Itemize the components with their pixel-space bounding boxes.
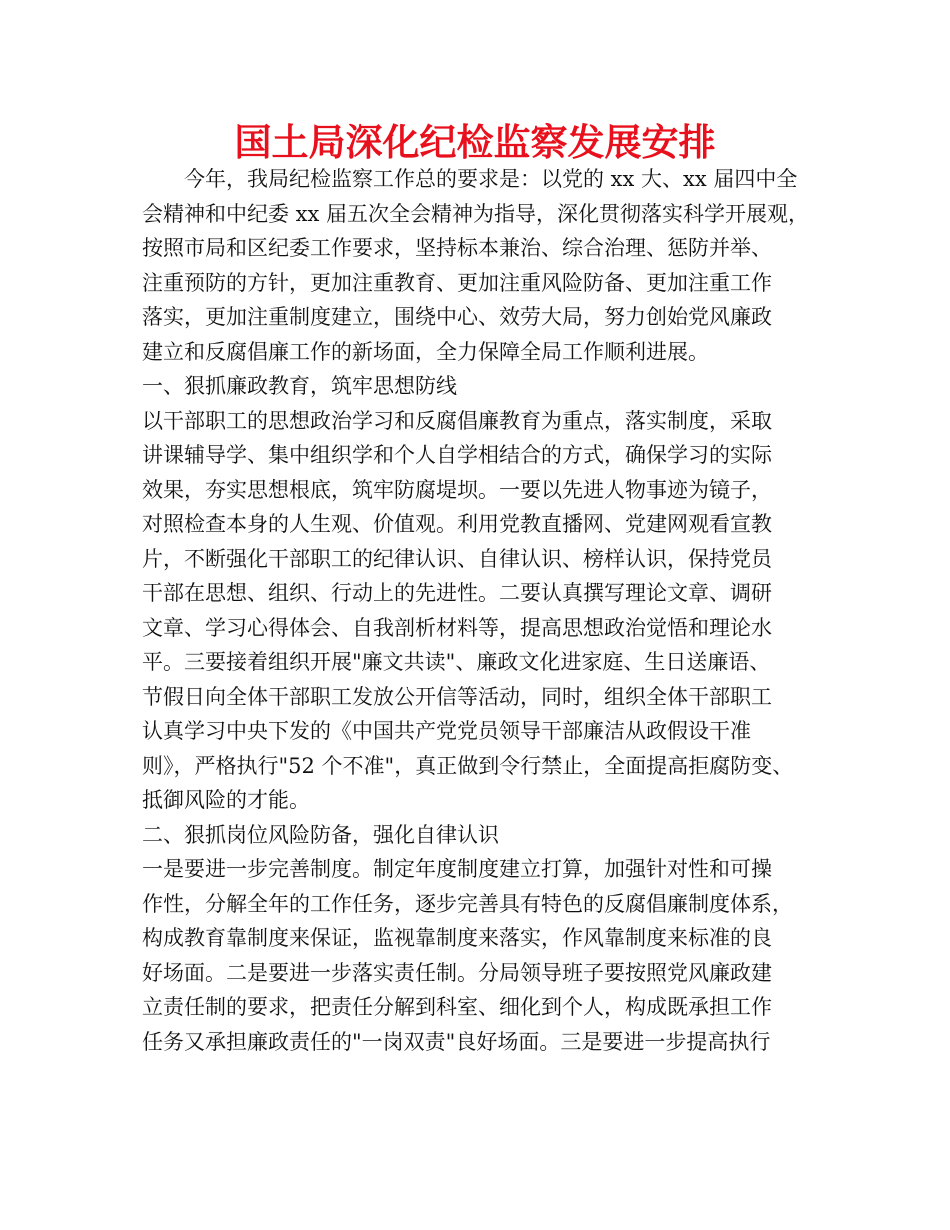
paragraph-line: 今年，我局纪检监察工作总的要求是：以党的 xx 大、xx 届四中全 (184, 167, 798, 191)
paragraph-line: 节假日向全体干部职工发放公开信等活动，同时，组织全体干部职工 (142, 684, 772, 709)
paragraph-line: 会精神和中纪委 xx 届五次全会精神为指导，深化贯彻落实科学开展观， (142, 201, 810, 226)
paragraph-line: 注重预防的方针，更加注重教育、更加注重风险防备、更加注重工作 (142, 270, 772, 295)
section-heading: 二、狠抓岗位风险防备，强化自律认识 (142, 822, 499, 847)
paragraph-line: 立责任制的要求，把责任分解到科室、细化到个人，构成既承担工作 (142, 995, 772, 1019)
paragraph-line: 效果，夯实思想根底，筑牢防腐堤坝。一要以先进人物事迹为镜子， (142, 477, 772, 502)
paragraph-line: 作性，分解全年的工作任务，逐步完善具有特色的反腐倡廉制度体系， (142, 891, 793, 916)
paragraph-line: 任务又承担廉政责任的"一岗双责"良好场面。三是要进一步提高执行 (142, 1029, 771, 1054)
paragraph-line: 构成教育靠制度来保证，监视靠制度来落实，作风靠制度来标准的良 (142, 926, 772, 950)
paragraph-line: 片，不断强化干部职工的纪律认识、自律认识、榜样认识，保持党员 (142, 546, 772, 571)
paragraph-line: 干部在思想、组织、行动上的先进性。二要认真撰写理论文章、调研 (142, 581, 772, 605)
paragraph-line: 对照检查本身的人生观、价值观。利用党教直播网、党建网观看宣教 (142, 512, 772, 536)
paragraph-line: 以干部职工的思想政治学习和反腐倡廉教育为重点，落实制度，采取 (142, 408, 772, 433)
paragraph-line: 好场面。二是要进一步落实责任制。分局领导班子要按照党风廉政建 (142, 960, 772, 985)
document-body (142, 162, 832, 1059)
paragraph-line: 讲课辅导学、集中组织学和个人自学相结合的方式，确保学习的实际 (142, 443, 772, 467)
paragraph-line: 文章、学习心得体会、自我剖析材料等，提高思想政治觉悟和理论水 (142, 615, 772, 640)
paragraph-line: 建立和反腐倡廉工作的新场面，全力保障全局工作顺利进展。 (142, 339, 709, 364)
paragraph-line: 平。三要接着组织开展"廉文共读"、廉政文化进家庭、生日送廉语、 (142, 650, 771, 674)
paragraph-line: 按照市局和区纪委工作要求，坚持标本兼治、综合治理、惩防并举、 (142, 236, 772, 260)
paragraph-line: 落实，更加注重制度建立，围绕中心、效劳大局，努力创始党风廉政 (142, 305, 772, 329)
paragraph-line: 则》，严格执行"52 个不准"，真正做到令行禁止，全面提高拒腐防变、 (142, 753, 794, 778)
document-title: 国土局深化纪检监察发展安排 (234, 121, 716, 164)
paragraph-line: 一是要进一步完善制度。制定年度制度建立打算，加强针对性和可操 (142, 857, 772, 881)
paragraph-line: 认真学习中央下发的《中国共产党党员领导干部廉洁从政假设干准 (142, 719, 751, 743)
section-heading: 一、狠抓廉政教育，筑牢思想防线 (142, 374, 457, 398)
paragraph-line: 抵御风险的才能。 (142, 788, 310, 812)
